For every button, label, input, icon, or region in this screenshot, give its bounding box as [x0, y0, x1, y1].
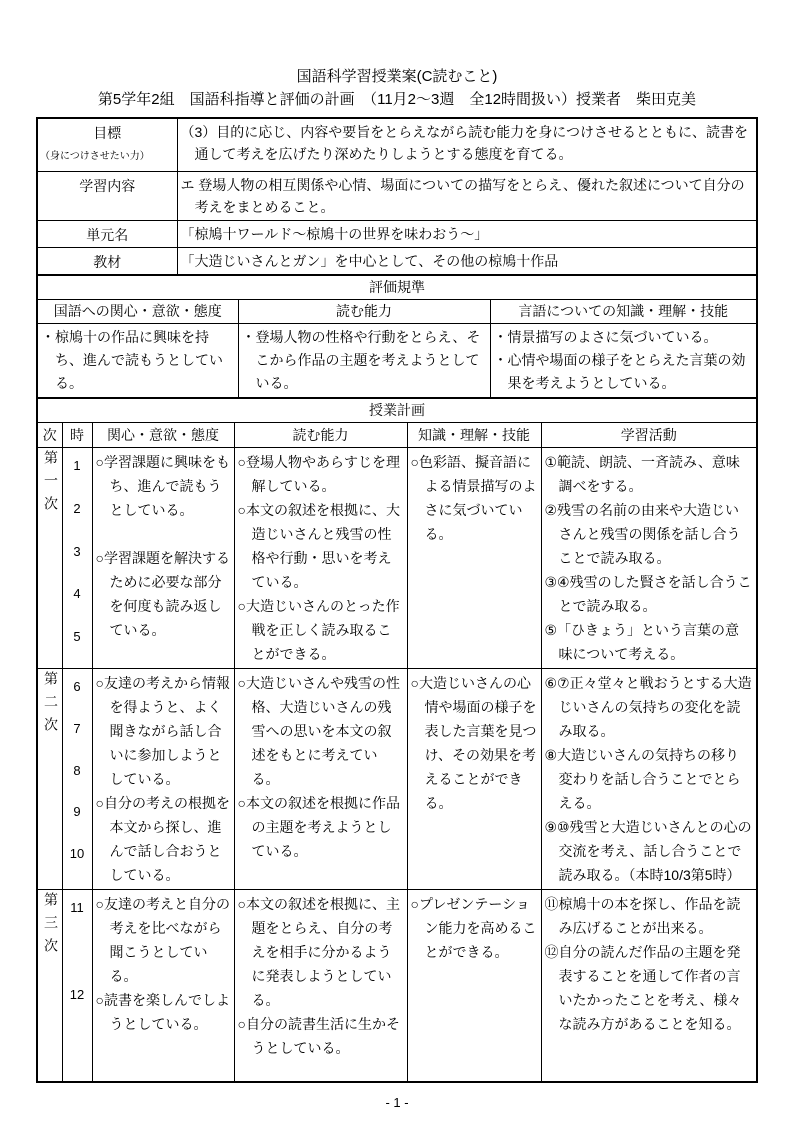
hour-number: 9	[73, 804, 81, 820]
hour-number: 1	[73, 458, 81, 473]
hour-number: 2	[73, 500, 81, 516]
plan-header-activities: 学習活動	[541, 423, 757, 448]
stage1-hours	[66, 450, 89, 666]
plan-title-row	[37, 398, 757, 423]
hour-number: 10	[69, 846, 85, 861]
reading-item: ○本文の叙述を根拠に作品の主題を考えようとしている。	[237, 795, 400, 859]
goal-sublabel: （身につけさせたい力）	[40, 151, 150, 162]
hour-number: 3	[73, 543, 81, 559]
plan-row-stage2	[37, 669, 757, 890]
goal-content: （3）目的に応じ、内容や要旨をとらえながら読む能力を身につけさせるとともに、読書を通して考えを広げたり深めたりしようとする態度を育てる。	[180, 124, 749, 162]
evaluation-reading-cell	[238, 324, 490, 399]
evaluation-title-row	[37, 275, 757, 300]
evaluation-header-knowledge: 言語についての知識・理解・技能	[490, 300, 757, 324]
material-cell	[177, 248, 757, 276]
stage1-reading-cell	[234, 448, 407, 669]
reading-item: ○自分の読書生活に生かそうとしている。	[237, 1016, 400, 1056]
stage2-cell	[37, 669, 62, 890]
attitude-item: ○友達の考えから情報を得ようと、よく聞きながら話し合いに参加しようとしている。	[95, 675, 230, 787]
learning-content-row	[37, 172, 757, 221]
stage3-hours-cell	[62, 890, 92, 1083]
document-title: 国語科学習授業案(C読むこと)	[296, 68, 498, 85]
stage2-label: 第二次	[43, 671, 59, 740]
learning-content: エ 登場人物の相互関係や心情、場面についての描写をとらえ、優れた叙述について自分の考えをまとめること。	[180, 177, 745, 215]
unit-name-cell	[177, 221, 757, 248]
plan-row-stage3	[37, 890, 757, 1083]
page-number: - 1 -	[385, 1095, 409, 1110]
unit-name-label: 単元名	[86, 227, 129, 243]
plan-header-knowledge: 知識・理解・技能	[407, 423, 541, 448]
learning-content-cell	[177, 172, 757, 221]
attitude-item: ○学習課題に興味をもち、進んで読もうとしている。	[95, 454, 230, 518]
activity-item: ②残雪の名前の由来や大造じいさんと残雪の関係を話し合うことで読み取る。	[544, 502, 741, 566]
stage2-reading-cell	[234, 669, 407, 890]
evaluation-item: ・情景描写のよさに気づいている。	[493, 329, 718, 345]
hour-number: 8	[73, 762, 81, 778]
material-row	[37, 248, 757, 276]
learning-content-label-cell	[37, 172, 177, 221]
stage3-knowledge-cell	[407, 890, 541, 1083]
plan-header-hour: 時	[62, 423, 92, 448]
activity-item: ⑤「ひきょう」という言葉の意味について考える。	[544, 622, 740, 662]
knowledge-item: ○色彩語、擬音語による情景描写のよさに気づいている。	[410, 454, 537, 542]
knowledge-item: ○大造じいさんの心情や場面の様子を表した言葉を見つけ、その効果を考えることができる。	[410, 675, 537, 811]
reading-item: ○本文の叙述を根拠に、大造じいさんと残雪の性格や行動・思いを考えている。	[237, 502, 400, 590]
stage1-knowledge-cell	[407, 448, 541, 669]
stage2-hours	[66, 671, 89, 883]
attitude-item: ○友達の考えと自分の考えを比べながら聞こうとしている。	[95, 896, 230, 984]
stage1-activities-cell	[541, 448, 757, 669]
evaluation-header-row	[37, 300, 757, 324]
knowledge-item: ○プレゼンテーション能力を高めることができる。	[410, 896, 537, 960]
stage2-attitude-cell	[92, 669, 234, 890]
hour-number: 4	[73, 586, 81, 602]
evaluation-table	[36, 274, 758, 399]
hour-number: 12	[69, 987, 85, 1002]
hour-number: 7	[73, 720, 81, 736]
stage2-hours-cell	[62, 669, 92, 890]
lesson-plan-table	[36, 397, 758, 1083]
evaluation-item: ・心情や場面の様子をとらえた言葉の効果を考えようとしている。	[493, 352, 746, 391]
evaluation-title: 評価規準	[37, 275, 757, 300]
plan-header-stage: 次	[37, 423, 62, 448]
goal-content-cell	[177, 118, 757, 172]
plan-header-attitude: 関心・意欲・態度	[92, 423, 234, 448]
stage1-hours-cell	[62, 448, 92, 669]
unit-name: 「椋鳩十ワールド～椋鳩十の世界を味わおう～」	[180, 226, 489, 242]
plan-header-reading: 読む能力	[234, 423, 407, 448]
stage3-hours	[66, 892, 89, 1079]
activity-item: ⑨⑩残雪と大造じいさんとの心の交流を考え、話し合うことで読み取る。（本時10/3第5時）	[544, 819, 752, 883]
goal-label-cell	[37, 118, 177, 172]
stage3-attitude-cell	[92, 890, 234, 1083]
hour-number: 6	[73, 679, 81, 694]
evaluation-attitude-cell	[37, 324, 238, 399]
evaluation-item: ・登場人物の性格や行動をとらえ、そこから作品の主題を考えようとしている。	[241, 329, 481, 391]
activity-item: ③④残雪のした賢さを話し合うことで読み取る。	[544, 574, 752, 614]
stage3-activities-cell	[541, 890, 757, 1083]
plan-header-row	[37, 423, 757, 448]
stage1-attitude-cell	[92, 448, 234, 669]
activity-item: ⑧大造じいさんの気持ちの移り変わりを話し合うことでとらえる。	[544, 747, 741, 811]
activity-item: ⑪椋鳩十の本を探し、作品を読み広げることが出来る。	[544, 896, 741, 936]
activity-item: ①範読、朗読、一斉読み、意味調べをする。	[544, 454, 740, 494]
hour-number: 11	[70, 900, 84, 915]
stage3-cell	[37, 890, 62, 1083]
attitude-item: ○読書を楽しんでしようとしている。	[95, 992, 230, 1032]
activity-item: ⑫自分の読んだ作品の主題を発表することを通して作者の言いたかったことを考え、様々な読み方があることを知る。	[544, 944, 742, 1032]
evaluation-item: ・椋鳩十の作品に興味を持ち、進んで読もうとしている。	[41, 329, 223, 391]
learning-content-label: 学習内容	[79, 178, 136, 194]
evaluation-content-row	[37, 324, 757, 399]
attitude-item: ○学習課題を解決するために必要な部分を何度も読み返している。	[95, 550, 230, 638]
stage3-reading-cell	[234, 890, 407, 1083]
material-label-cell	[37, 248, 177, 276]
material-content: 「大造じいさんとガン」を中心として、その他の椋鳩十作品	[180, 253, 559, 269]
material-label: 教材	[93, 254, 122, 270]
plan-title: 授業計画	[37, 398, 757, 423]
evaluation-header-reading: 読む能力	[238, 300, 490, 324]
stage1-label: 第一次	[43, 450, 59, 519]
evaluation-knowledge-cell	[490, 324, 757, 399]
document-subtitle: 第5学年2組 国語科指導と評価の計画 （11月2～3週 全12時間扱い）授業者 柴田克美	[97, 91, 697, 108]
info-table	[36, 117, 758, 276]
stage2-activities-cell	[541, 669, 757, 890]
stage1-cell	[37, 448, 62, 669]
attitude-item: ○自分の考えの根拠を本文から探し、進んで話し合おうとしている。	[95, 795, 230, 883]
evaluation-header-attitude: 国語への関心・意欲・態度	[37, 300, 238, 324]
reading-item: ○登場人物やあらすじを理解している。	[237, 454, 400, 494]
goal-row	[37, 118, 757, 172]
reading-item: ○本文の叙述を根拠に、主題をとらえ、自分の考えを相手に分かるように発表しようとしている。	[237, 896, 400, 1008]
unit-name-label-cell	[37, 221, 177, 248]
hour-number: 5	[73, 629, 81, 644]
stage3-label: 第三次	[43, 892, 59, 961]
reading-item: ○大造じいさんのとった作戦を正しく読み取ることができる。	[237, 598, 400, 662]
unit-name-row	[37, 221, 757, 248]
goal-label: 目標	[93, 125, 122, 141]
stage2-knowledge-cell	[407, 669, 541, 890]
reading-item: ○大造じいさんや残雪の性格、大造じいさんの残雪への思いを本文の叙述をもとに考えている。	[237, 675, 400, 787]
plan-row-stage1	[37, 448, 757, 669]
activity-item: ⑥⑦正々堂々と戦おうとする大造じいさんの気持ちの変化を読み取る。	[544, 675, 752, 739]
